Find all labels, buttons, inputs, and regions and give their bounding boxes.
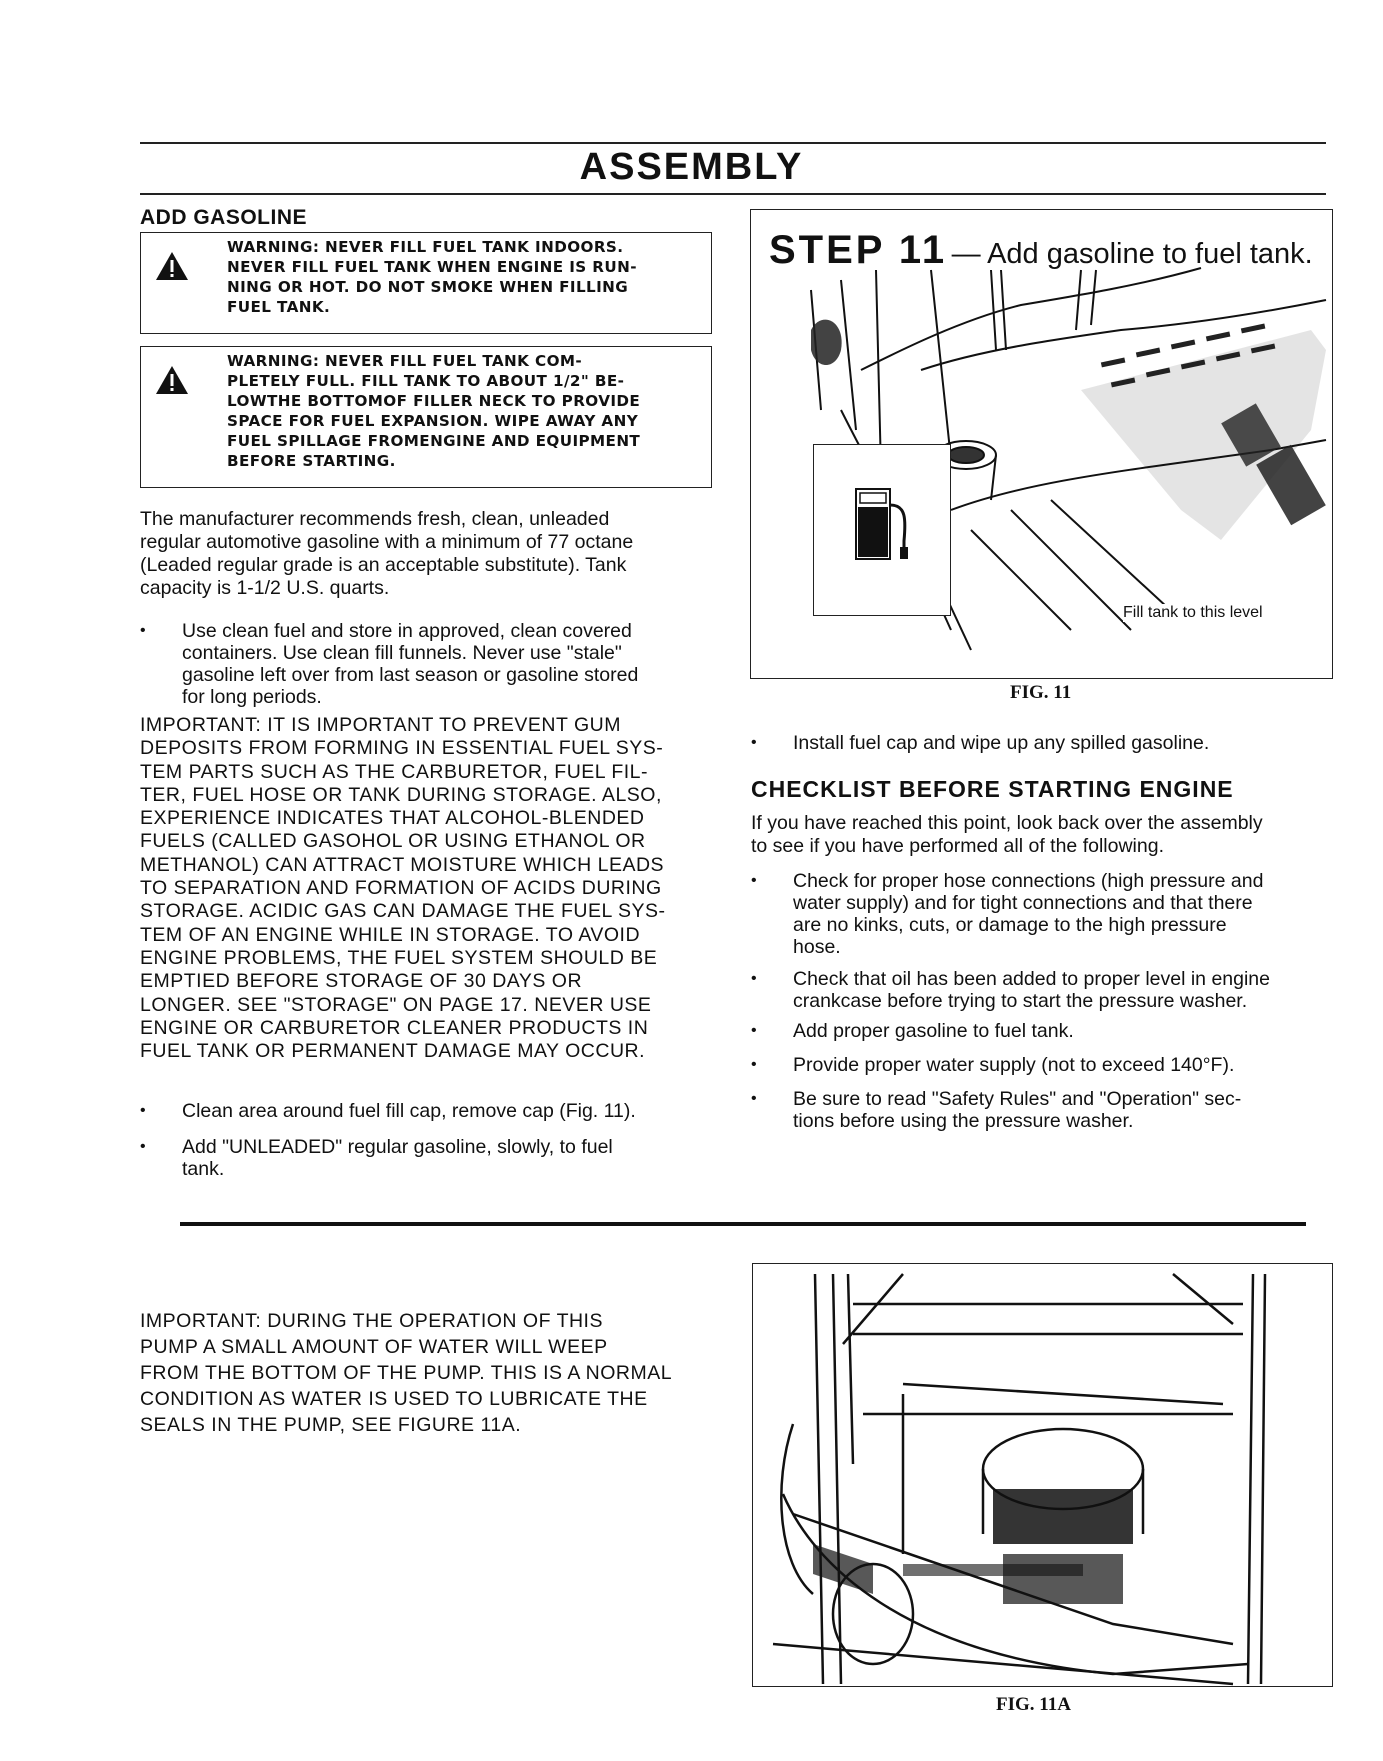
warning-triangle-icon: [155, 365, 189, 395]
step-11-title: STEP 11 — Add gasoline to fuel tank.: [769, 228, 1313, 272]
bullet-clean-fuel: • Use clean fuel and store in approved, clean covered containers. Use clean fill funnels. Never use "stale" gasoline left over from last season or gasoline stored for long periods.: [140, 620, 639, 708]
fuel-recommendation-paragraph: The manufacturer recommends fresh, clean, unleaded regular automotive gasoline with a minimum of 77 octane (Leaded regular grade is an acceptable substitute). Tank capacity is 1-1/2 U.S. quarts.: [140, 508, 634, 599]
checklist-intro: If you have reached this point, look back over the assembly to see if you have performed all of the following.: [751, 812, 1263, 857]
fill-level-label: Fill tank to this level: [1123, 604, 1263, 621]
figure-11-box: [750, 209, 1333, 679]
top-rule: [140, 142, 1326, 144]
figure-11-caption: FIG. 11: [1010, 682, 1072, 703]
figure-11a-box: [752, 1263, 1333, 1687]
pump-weep-note: IMPORTANT: DURING THE OPERATION OF THIS PUMP A SMALL AMOUNT OF WATER WILL WEEP FROM THE BOTTOM OF THE PUMP. THIS IS A NORMAL CONDITION AS WATER IS USED TO LUBRICATE THE SEALS IN THE PUMP, SEE FIGURE 11A.: [140, 1310, 673, 1436]
checklist-item-oil: • Check that oil has been added to proper level in engine crankcase before trying to start the pressure washer.: [751, 968, 1270, 1012]
important-storage-paragraph: IMPORTANT: IT IS IMPORTANT TO PREVENT GUM DEPOSITS FROM FORMING IN ESSENTIAL FUEL SYS- TEM PARTS SUCH AS THE CARBURETOR, FUEL FIL- TER, FUEL HOSE OR TANK DURING STORAGE. ALSO, EXPERIENCE INDICATES THAT ALCOHOL-BLENDED FUELS (CALLED GASOHOL OR USING ETHANOL OR METHANOL) CAN ATTRACT MOISTURE WHICH LEADS TO SEPARATION AND FORMATION OF ACIDS DURING STORAGE. ACIDIC GAS CAN DAMAGE THE FUEL SYS- TEM OF AN ENGINE WHILE IN STORAGE. TO AVOID ENGINE PROBLEMS, THE FUEL SYSTEM SHOULD BE EMPTIED BEFORE STORAGE OF 30 DAYS OR LONGER. SEE "STORAGE" ON PAGE 17. NEVER USE ENGINE OR CARBURETOR CLEANER PRODUCTS IN FUEL TANK OR PERMANENT DAMAGE MAY OCCUR.: [140, 714, 666, 1063]
fuel-pump-inset: [813, 444, 951, 616]
bullet-install-fuel-cap: • Install fuel cap and wipe up any spilled gasoline.: [751, 732, 1210, 754]
page-title: ASSEMBLY: [579, 146, 804, 188]
pump-illustration: [753, 1264, 1333, 1687]
warning-text-completely-full: WARNING: NEVER FILL FUEL TANK COM- PLETELY FULL. FILL TANK TO ABOUT 1/2" BE- LOWTHE BOTTOMOF FILLER NECK TO PROVIDE SPACE FOR FUEL EXPANSION. WIPE AWAY ANY FUEL SPILLAGE FROMENGINE AND EQUIPMENT BEFORE STARTING.: [227, 352, 641, 470]
section-heading: ADD GASOLINE: [140, 206, 308, 229]
checklist-item-hose: • Check for proper hose connections (high pressure and water supply) and for tight connections and that there are no kinks, cuts, or damage to the high pressure hose.: [751, 870, 1264, 958]
bullet-clean-fill-cap: • Clean area around fuel fill cap, remove cap (Fig. 11).: [140, 1100, 636, 1122]
bullet-add-unleaded: • Add "UNLEADED" regular gasoline, slowly, to fuel tank.: [140, 1136, 613, 1180]
warning-box-completely-full: [140, 346, 712, 488]
warning-triangle-icon: [155, 251, 189, 281]
warning-text-indoors: WARNING: NEVER FILL FUEL TANK INDOORS. NEVER FILL FUEL TANK WHEN ENGINE IS RUN- NING OR HOT. DO NOT SMOKE WHEN FILLING FUEL TANK.: [227, 238, 637, 316]
checklist-item-read-rules: • Be sure to read "Safety Rules" and "Operation" sec- tions before using the pressure washer.: [751, 1088, 1242, 1132]
checklist-heading: CHECKLIST BEFORE STARTING ENGINE: [751, 776, 1234, 802]
title-underline: [140, 193, 1326, 195]
warning-box-indoors: [140, 232, 712, 334]
fuel-pump-icon: [814, 445, 950, 615]
section-separator: [180, 1222, 1306, 1226]
checklist-item-water: • Provide proper water supply (not to exceed 140°F).: [751, 1054, 1235, 1076]
checklist-item-gasoline: • Add proper gasoline to fuel tank.: [751, 1020, 1074, 1042]
figure-11a-caption: FIG. 11A: [996, 1694, 1071, 1715]
